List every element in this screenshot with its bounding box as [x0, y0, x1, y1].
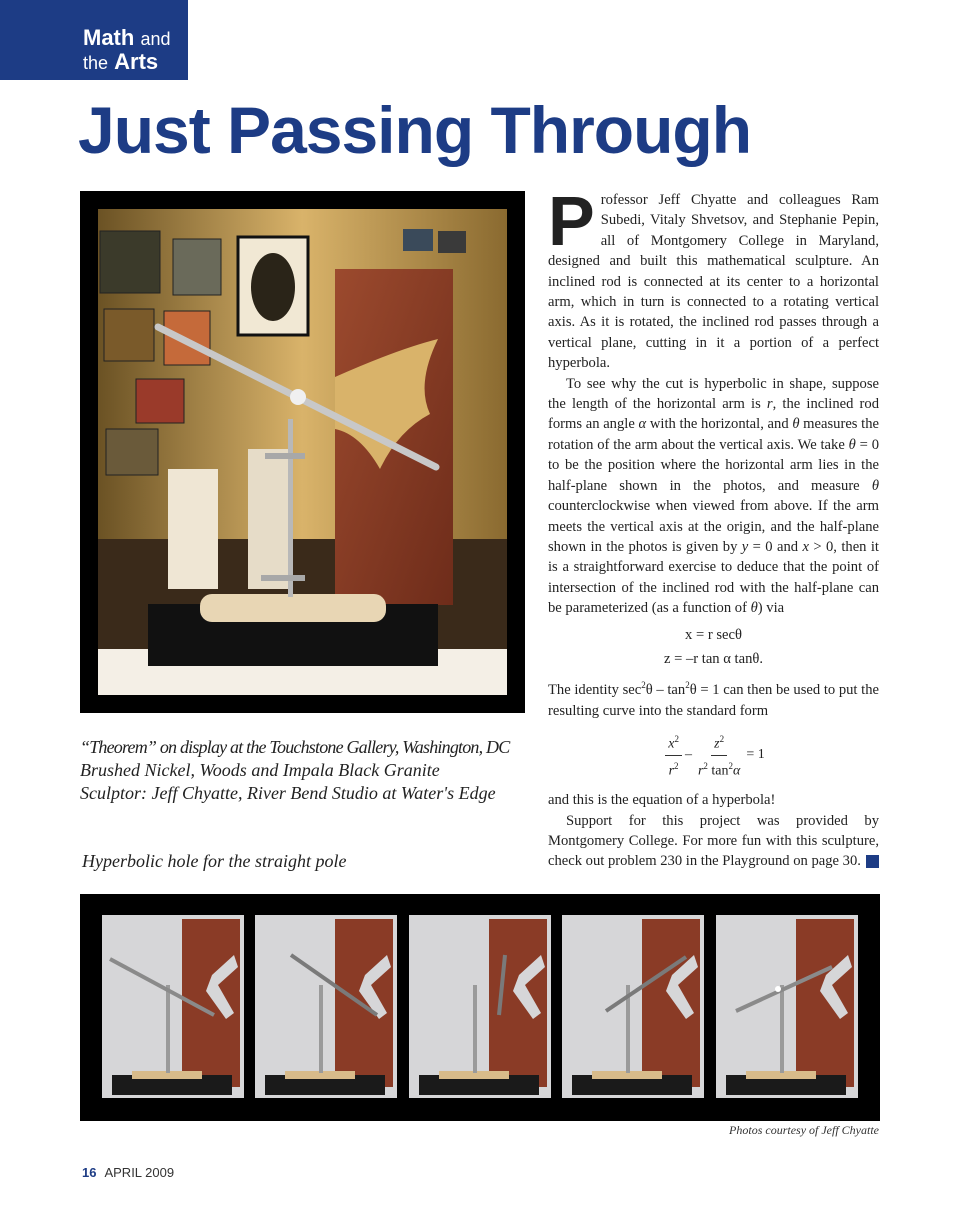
- superscript-2: 2: [641, 680, 646, 691]
- rotation-photo-5: [716, 915, 858, 1098]
- issue-date: APRIL 2009: [104, 1165, 175, 1180]
- formula-x: x: [668, 736, 675, 752]
- formula-alpha: α: [733, 763, 741, 779]
- paragraph-5-text: Support for this project was provided by Montgomery College. For more fun with this sculpture, check out problem 230 in the Playground on page 30.: [548, 812, 879, 870]
- formula-equals: = 1: [746, 747, 765, 763]
- caption-line-1: “Theorem” on display at the Touchstone Gallery, Washington, DC: [80, 737, 510, 757]
- photo-caption: [80, 736, 530, 805]
- p2-text-g: = 0 and: [748, 538, 803, 555]
- symbol-x: x: [802, 538, 809, 555]
- rotation-photo-strip: [80, 894, 880, 1121]
- formula-minus: –: [684, 747, 692, 763]
- p2-text-i: ) via: [757, 600, 785, 617]
- rotation-photo-4: [562, 915, 704, 1098]
- sculpture-photo-image: [98, 209, 507, 695]
- symbol-theta: θ: [750, 600, 758, 617]
- caption-line-2: Brushed Nickel, Woods and Impala Black Granite: [80, 760, 440, 780]
- superscript-2: 2: [703, 761, 708, 772]
- p2-text-a: To see why the cut is hyperbolic in shape, suppose the length of the horizontal arm is: [548, 375, 879, 413]
- page-title: Just Passing Through: [78, 93, 752, 167]
- superscript-2: 2: [685, 680, 690, 691]
- end-mark-icon: [866, 855, 879, 868]
- section-tag-the: the: [83, 53, 109, 73]
- superscript-2: 2: [674, 734, 679, 745]
- rotation-photo-3: [409, 915, 551, 1098]
- p2-text-b: , the inclined rod forms an angle: [548, 396, 879, 433]
- equation-x: x = r secθ: [685, 626, 742, 643]
- section-tag: [0, 0, 188, 80]
- symbol-theta: θ: [871, 477, 879, 494]
- symbol-alpha: α: [638, 416, 647, 433]
- page-footer: [82, 1165, 174, 1180]
- formula-r: r: [668, 763, 675, 779]
- rotation-photo-2: [255, 915, 397, 1098]
- hyperbola-formula: [548, 729, 879, 782]
- paragraph-5: [548, 811, 879, 872]
- photo-credit: Photos courtesy of Jeff Chyatte: [729, 1123, 879, 1137]
- page-number: 16: [82, 1165, 97, 1180]
- section-tag-and: and: [140, 29, 171, 49]
- formula-r: r: [697, 763, 704, 779]
- section-tag-arts: Arts: [114, 49, 159, 74]
- superscript-2: 2: [674, 761, 679, 772]
- p3-text-c: θ = 1 can then be used to put the resulting curve into the standard form: [548, 682, 879, 719]
- p3-text-a: The identity sec: [548, 682, 642, 699]
- paragraph-1: [548, 182, 879, 374]
- paragraph-1-text: rofessor Jeff Chyatte and colleagues Ram Subedi, Vitaly Shvetsov, and Stephanie Pepin, all of Montgomery College in Maryland, designed and built this mathematical sculpture. An inclined rod is connected at its center to a horizontal arm, which in turn is connected to a rotating vertical axis. As it is rotated, the inclined rod passes through a vertical plane, cutting in it a portion of a perfect hyperbola.: [548, 192, 879, 372]
- paragraph-2: [548, 374, 879, 619]
- formula-z: z: [714, 736, 720, 752]
- superscript-2: 2: [719, 734, 725, 745]
- p2-text-e: = 0 to be the position where the horizontal arm lies in the half-plane shown in the photos, and measure: [548, 436, 879, 494]
- rotation-photo-1: [102, 915, 244, 1098]
- section-tag-math: Math: [83, 25, 135, 50]
- paragraph-4: and this is the equation of a hyperbola!: [548, 792, 776, 809]
- p3-text-b: θ – tan: [645, 682, 686, 699]
- symbol-theta: θ: [848, 436, 856, 453]
- symbol-theta: θ: [792, 416, 800, 433]
- paragraph-3: [548, 675, 879, 721]
- symbol-y: y: [741, 538, 749, 555]
- caption-line-3: Sculptor: Jeff Chyatte, River Bend Studio at Water's Edge: [80, 783, 496, 803]
- drop-cap: P: [548, 182, 595, 260]
- formula-tan: tan: [707, 763, 729, 779]
- fraction-z-over-r-tan: [695, 729, 743, 782]
- equation-z: z = –r tan α tanθ.: [663, 650, 764, 667]
- sculpture-photo: [80, 191, 525, 713]
- p2-text-f: counterclockwise when viewed from above. If the arm meets the vertical axis at the origin, and the half-plane shown in the photos is given by: [548, 498, 879, 555]
- article-body: [548, 182, 879, 872]
- superscript-2: 2: [728, 761, 733, 772]
- fraction-x-over-r: [665, 729, 682, 782]
- p2-text-d: measures the rotation of the arm about the vertical axis. We take: [548, 416, 879, 453]
- p2-text-h: > 0, then it is a straightforward exercise to deduce that the point of intersection of the inclined rod with the half-plane can be parameterized (as a function of: [548, 538, 879, 617]
- hole-caption: Hyperbolic hole for the straight pole: [82, 851, 347, 871]
- symbol-r: r: [766, 396, 773, 413]
- p2-text-c: with the horizontal, and: [646, 416, 793, 433]
